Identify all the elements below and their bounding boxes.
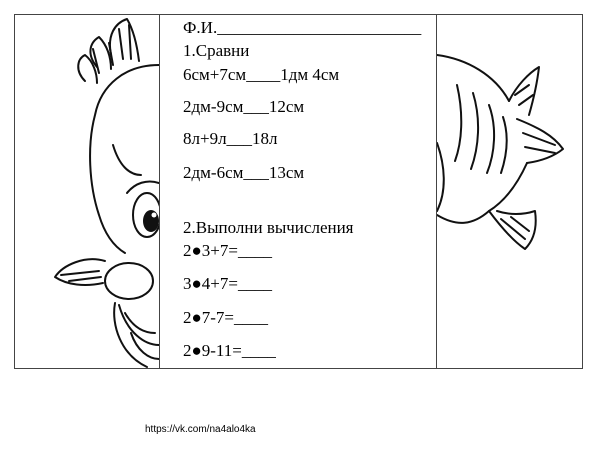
name-line: Ф.И.________________________	[183, 18, 422, 37]
compare-item-1: 6см+7см____1дм 4см	[183, 65, 340, 84]
compare-item-3: 8л+9л___18л	[183, 129, 278, 148]
compare-item-2: 2дм-9см___12см	[183, 97, 305, 116]
compare-item-4: 2дм-6см___13см	[183, 163, 305, 182]
fish-head-illustration	[15, 15, 159, 368]
column-divider-left	[159, 15, 160, 368]
calc-item-4: 2●9-11=____	[183, 341, 276, 360]
calc-item-2: 3●4+7=____	[183, 274, 272, 293]
fish-tail-illustration	[437, 15, 582, 368]
calc-heading: 2.Выполни вычисления	[183, 218, 354, 237]
worksheet-table	[14, 14, 583, 369]
footer-url: https://vk.com/na4alo4ka	[145, 424, 256, 435]
calc-item-1: 2●3+7=____	[183, 241, 272, 260]
tasks-column	[173, 15, 435, 368]
calc-item-3: 2●7-7=____	[183, 308, 269, 327]
compare-heading: 1.Сравни	[183, 41, 250, 60]
